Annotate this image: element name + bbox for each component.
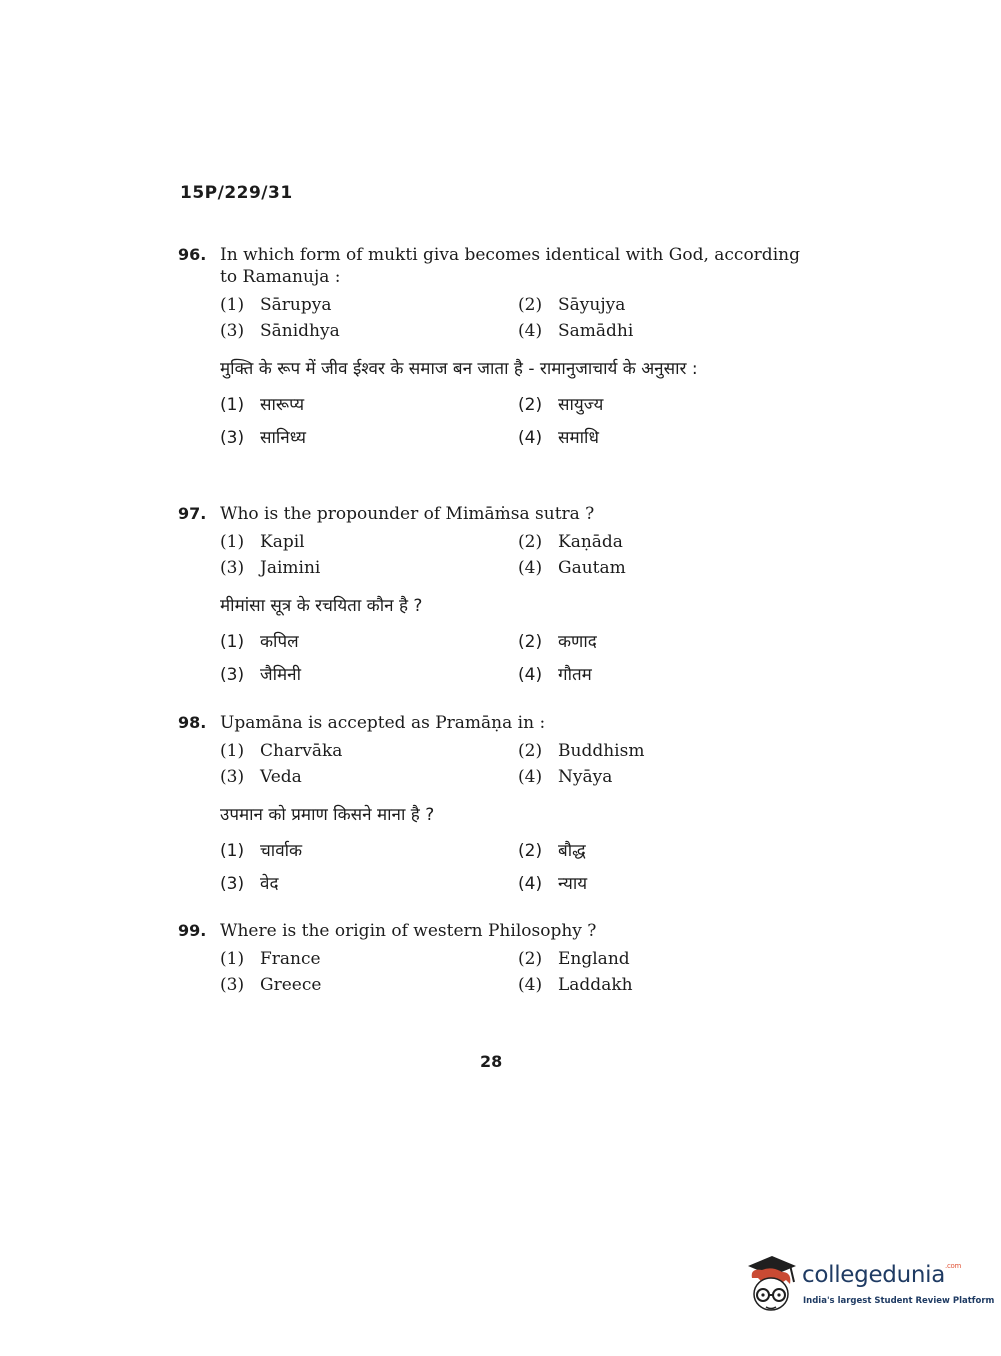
option-4: (4) Samādhi (518, 321, 634, 341)
question-text-en: Who is the propounder of Mimāṁsa sutra ? (220, 504, 595, 524)
option-1: (1) Kapil (220, 532, 305, 552)
option-1-hi: (1) सारूप्य (220, 395, 305, 415)
question-text-en: Upamāna is accepted as Pramāṇa in : (220, 713, 546, 733)
option-2: (2) Buddhism (518, 741, 645, 761)
option-3: (3) Greece (220, 975, 322, 995)
option-4: (4) Laddakh (518, 975, 633, 995)
option-2-hi: (2) कणाद (518, 632, 597, 652)
question-number: 96. (178, 245, 207, 264)
paper-code: 15P/229/31 (180, 183, 293, 203)
question-text-hi: मीमांसा सूत्र के रचयिता कौन है ? (220, 596, 423, 616)
brand-suffix: .com (945, 1262, 962, 1270)
option-1: (1) Charvāka (220, 741, 343, 761)
option-2: (2) Kaṇāda (518, 532, 623, 552)
option-4-hi: (4) समाधि (518, 428, 599, 448)
option-3-hi: (3) जैमिनी (220, 665, 302, 685)
option-3: (3) Jaimini (220, 558, 321, 578)
page-number: 28 (480, 1052, 503, 1071)
question-number: 98. (178, 713, 207, 732)
collegedunia-watermark (742, 1250, 995, 1320)
brand-name: collegedunia (802, 1262, 946, 1288)
question-99 (178, 920, 818, 998)
question-96 (178, 244, 818, 455)
option-4: (4) Gautam (518, 558, 626, 578)
mascot-icon (742, 1250, 802, 1316)
question-text-hi: मुक्ति के रूप में जीव ईश्वर के समाज बन जाता है - रामानुजाचार्य के अनुसार : (220, 359, 698, 379)
option-2: (2) England (518, 949, 630, 969)
option-1-hi: (1) कपिल (220, 632, 299, 652)
question-97 (178, 503, 818, 692)
option-2: (2) Sāyujya (518, 295, 626, 315)
question-text-en: In which form of mukti giva becomes identical with God, according to Ramanuja : (220, 245, 800, 287)
option-3: (3) Sānidhya (220, 321, 340, 341)
option-3-hi: (3) वेद (220, 874, 279, 894)
question-text-en: Where is the origin of western Philosophy ? (220, 921, 597, 941)
option-2-hi: (2) बौद्ध (518, 841, 586, 861)
option-2-hi: (2) सायुज्य (518, 395, 604, 415)
option-1-hi: (1) चार्वाक (220, 841, 303, 861)
brand-tagline: India's largest Student Review Platform (803, 1296, 995, 1306)
option-4-hi: (4) गौतम (518, 665, 592, 685)
option-1: (1) Sārupya (220, 295, 332, 315)
option-1: (1) France (220, 949, 321, 969)
question-text-hi: उपमान को प्रमाण किसने माना है ? (220, 805, 435, 825)
option-4-hi: (4) न्याय (518, 874, 588, 894)
question-number: 99. (178, 921, 207, 940)
option-3-hi: (3) सानिध्य (220, 428, 306, 448)
question-98 (178, 712, 818, 901)
option-3: (3) Veda (220, 767, 302, 787)
option-4: (4) Nyāya (518, 767, 613, 787)
question-number: 97. (178, 504, 207, 523)
